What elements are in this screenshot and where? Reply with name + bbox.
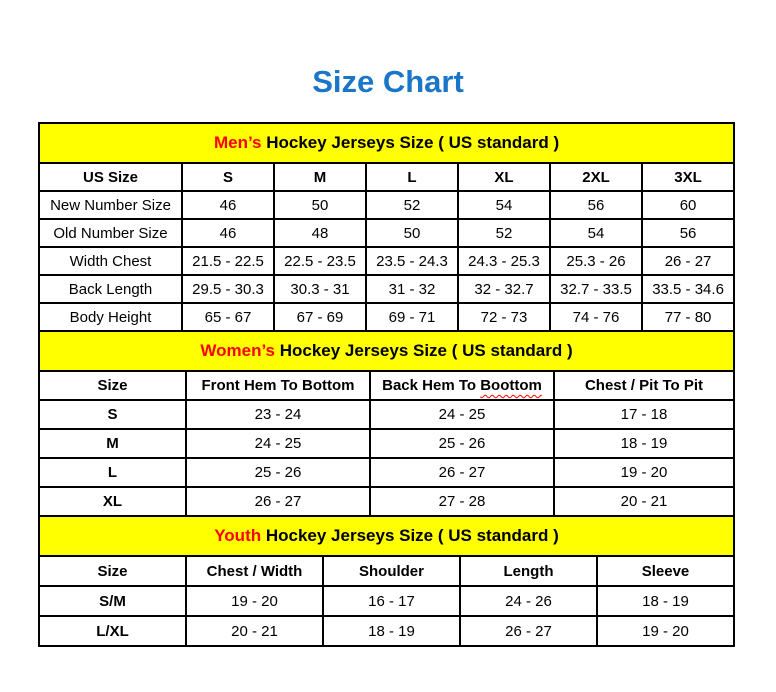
mens-size-cell: 54 <box>550 219 642 247</box>
womens-size-cell: 26 - 27 <box>370 458 554 487</box>
womens-row-m <box>39 429 734 458</box>
mens-size-cell: 32.7 - 33.5 <box>550 275 642 303</box>
mens-size-cell: 46 <box>182 219 274 247</box>
womens-size-cell: 20 - 21 <box>554 487 734 516</box>
mens-size-cell: 65 - 67 <box>182 303 274 331</box>
mens-size-cell: 56 <box>550 191 642 219</box>
youth-size-cell: 26 - 27 <box>460 616 597 646</box>
youth-header-shoulder: Shoulder <box>323 556 460 586</box>
womens-row-label: L <box>39 458 186 487</box>
youth-size-cell: 19 - 20 <box>597 616 734 646</box>
womens-row-label: XL <box>39 487 186 516</box>
mens-size-cell: 24.3 - 25.3 <box>458 247 550 275</box>
womens-header-back-hem-prefix: Back Hem To <box>382 377 477 394</box>
mens-size-cell: 74 - 76 <box>550 303 642 331</box>
mens-row-old-number <box>39 219 734 247</box>
womens-size-cell: 26 - 27 <box>186 487 370 516</box>
womens-size-cell: 18 - 19 <box>554 429 734 458</box>
womens-row-label: S <box>39 400 186 429</box>
mens-row-label: Old Number Size <box>39 219 182 247</box>
mens-size-cell: 46 <box>182 191 274 219</box>
mens-banner-highlight: Men’s <box>213 133 262 152</box>
mens-header-xl: XL <box>458 163 550 191</box>
mens-size-cell: 30.3 - 31 <box>274 275 366 303</box>
mens-size-cell: 29.5 - 30.3 <box>182 275 274 303</box>
youth-header-sleeve: Sleeve <box>597 556 734 586</box>
youth-row-sm <box>39 586 734 616</box>
womens-banner-row <box>39 331 734 371</box>
mens-size-cell: 52 <box>458 219 550 247</box>
mens-row-label: Width Chest <box>39 247 182 275</box>
mens-row-label: Back Length <box>39 275 182 303</box>
youth-size-cell: 16 - 17 <box>323 586 460 616</box>
youth-row-lxl <box>39 616 734 646</box>
mens-row-back-length <box>39 275 734 303</box>
youth-table-banner <box>39 516 734 556</box>
mens-table-banner <box>39 123 734 163</box>
mens-size-cell: 23.5 - 24.3 <box>366 247 458 275</box>
youth-size-table <box>38 515 735 647</box>
youth-size-cell: 18 - 19 <box>323 616 460 646</box>
youth-header-chest-width: Chest / Width <box>186 556 323 586</box>
mens-size-cell: 32 - 32.7 <box>458 275 550 303</box>
mens-size-table <box>38 122 735 332</box>
mens-size-cell: 52 <box>366 191 458 219</box>
mens-header-row <box>39 163 734 191</box>
mens-header-m: M <box>274 163 366 191</box>
womens-size-cell: 25 - 26 <box>370 429 554 458</box>
mens-size-cell: 69 - 71 <box>366 303 458 331</box>
mens-row-label: Body Height <box>39 303 182 331</box>
womens-size-table <box>38 330 735 517</box>
mens-size-cell: 50 <box>366 219 458 247</box>
womens-row-xl <box>39 487 734 516</box>
mens-banner-text: Hockey Jerseys Size ( US standard ) <box>261 133 560 152</box>
page-title: Size Chart <box>312 64 464 99</box>
mens-size-cell: 33.5 - 34.6 <box>642 275 734 303</box>
mens-size-cell: 31 - 32 <box>366 275 458 303</box>
womens-size-cell: 19 - 20 <box>554 458 734 487</box>
womens-header-row <box>39 371 734 400</box>
womens-size-cell: 27 - 28 <box>370 487 554 516</box>
youth-banner-text: Hockey Jerseys Size ( US standard ) <box>261 526 559 545</box>
womens-header-back-hem-misspelled-word: Boottom <box>480 377 542 394</box>
mens-header-3xl: 3XL <box>642 163 734 191</box>
mens-row-label: New Number Size <box>39 191 182 219</box>
youth-size-cell: 24 - 26 <box>460 586 597 616</box>
womens-header-back-hem <box>370 371 554 400</box>
womens-banner-highlight: Women’s <box>200 341 275 360</box>
youth-size-cell: 20 - 21 <box>186 616 323 646</box>
youth-row-label: S/M <box>39 586 186 616</box>
womens-header-chest: Chest / Pit To Pit <box>554 371 734 400</box>
mens-header-s: S <box>182 163 274 191</box>
mens-size-cell: 26 - 27 <box>642 247 734 275</box>
mens-size-cell: 60 <box>642 191 734 219</box>
womens-table-banner <box>39 331 734 371</box>
youth-banner-row <box>39 516 734 556</box>
mens-size-cell: 50 <box>274 191 366 219</box>
mens-size-cell: 56 <box>642 219 734 247</box>
mens-size-cell: 67 - 69 <box>274 303 366 331</box>
womens-size-cell: 17 - 18 <box>554 400 734 429</box>
mens-size-cell: 21.5 - 22.5 <box>182 247 274 275</box>
youth-header-row <box>39 556 734 586</box>
mens-header-l: L <box>366 163 458 191</box>
mens-size-cell: 54 <box>458 191 550 219</box>
womens-size-cell: 25 - 26 <box>186 458 370 487</box>
mens-row-width-chest <box>39 247 734 275</box>
mens-banner-row <box>39 123 734 163</box>
mens-row-body-height <box>39 303 734 331</box>
womens-header-size: Size <box>39 371 186 400</box>
womens-banner-text: Hockey Jerseys Size ( US standard ) <box>275 341 573 360</box>
mens-row-new-number <box>39 191 734 219</box>
youth-header-size: Size <box>39 556 186 586</box>
womens-size-cell: 23 - 24 <box>186 400 370 429</box>
mens-header-us-size: US Size <box>39 163 182 191</box>
youth-banner-highlight: Youth <box>214 526 262 545</box>
youth-size-cell: 18 - 19 <box>597 586 734 616</box>
mens-size-cell: 48 <box>274 219 366 247</box>
size-tables <box>38 122 733 647</box>
womens-size-cell: 24 - 25 <box>186 429 370 458</box>
mens-size-cell: 22.5 - 23.5 <box>274 247 366 275</box>
womens-row-l <box>39 458 734 487</box>
mens-size-cell: 25.3 - 26 <box>550 247 642 275</box>
womens-header-front-hem: Front Hem To Bottom <box>186 371 370 400</box>
youth-size-cell: 19 - 20 <box>186 586 323 616</box>
womens-size-cell: 24 - 25 <box>370 400 554 429</box>
mens-header-2xl: 2XL <box>550 163 642 191</box>
mens-size-cell: 77 - 80 <box>642 303 734 331</box>
youth-header-length: Length <box>460 556 597 586</box>
mens-size-cell: 72 - 73 <box>458 303 550 331</box>
womens-row-s <box>39 400 734 429</box>
womens-row-label: M <box>39 429 186 458</box>
youth-row-label: L/XL <box>39 616 186 646</box>
